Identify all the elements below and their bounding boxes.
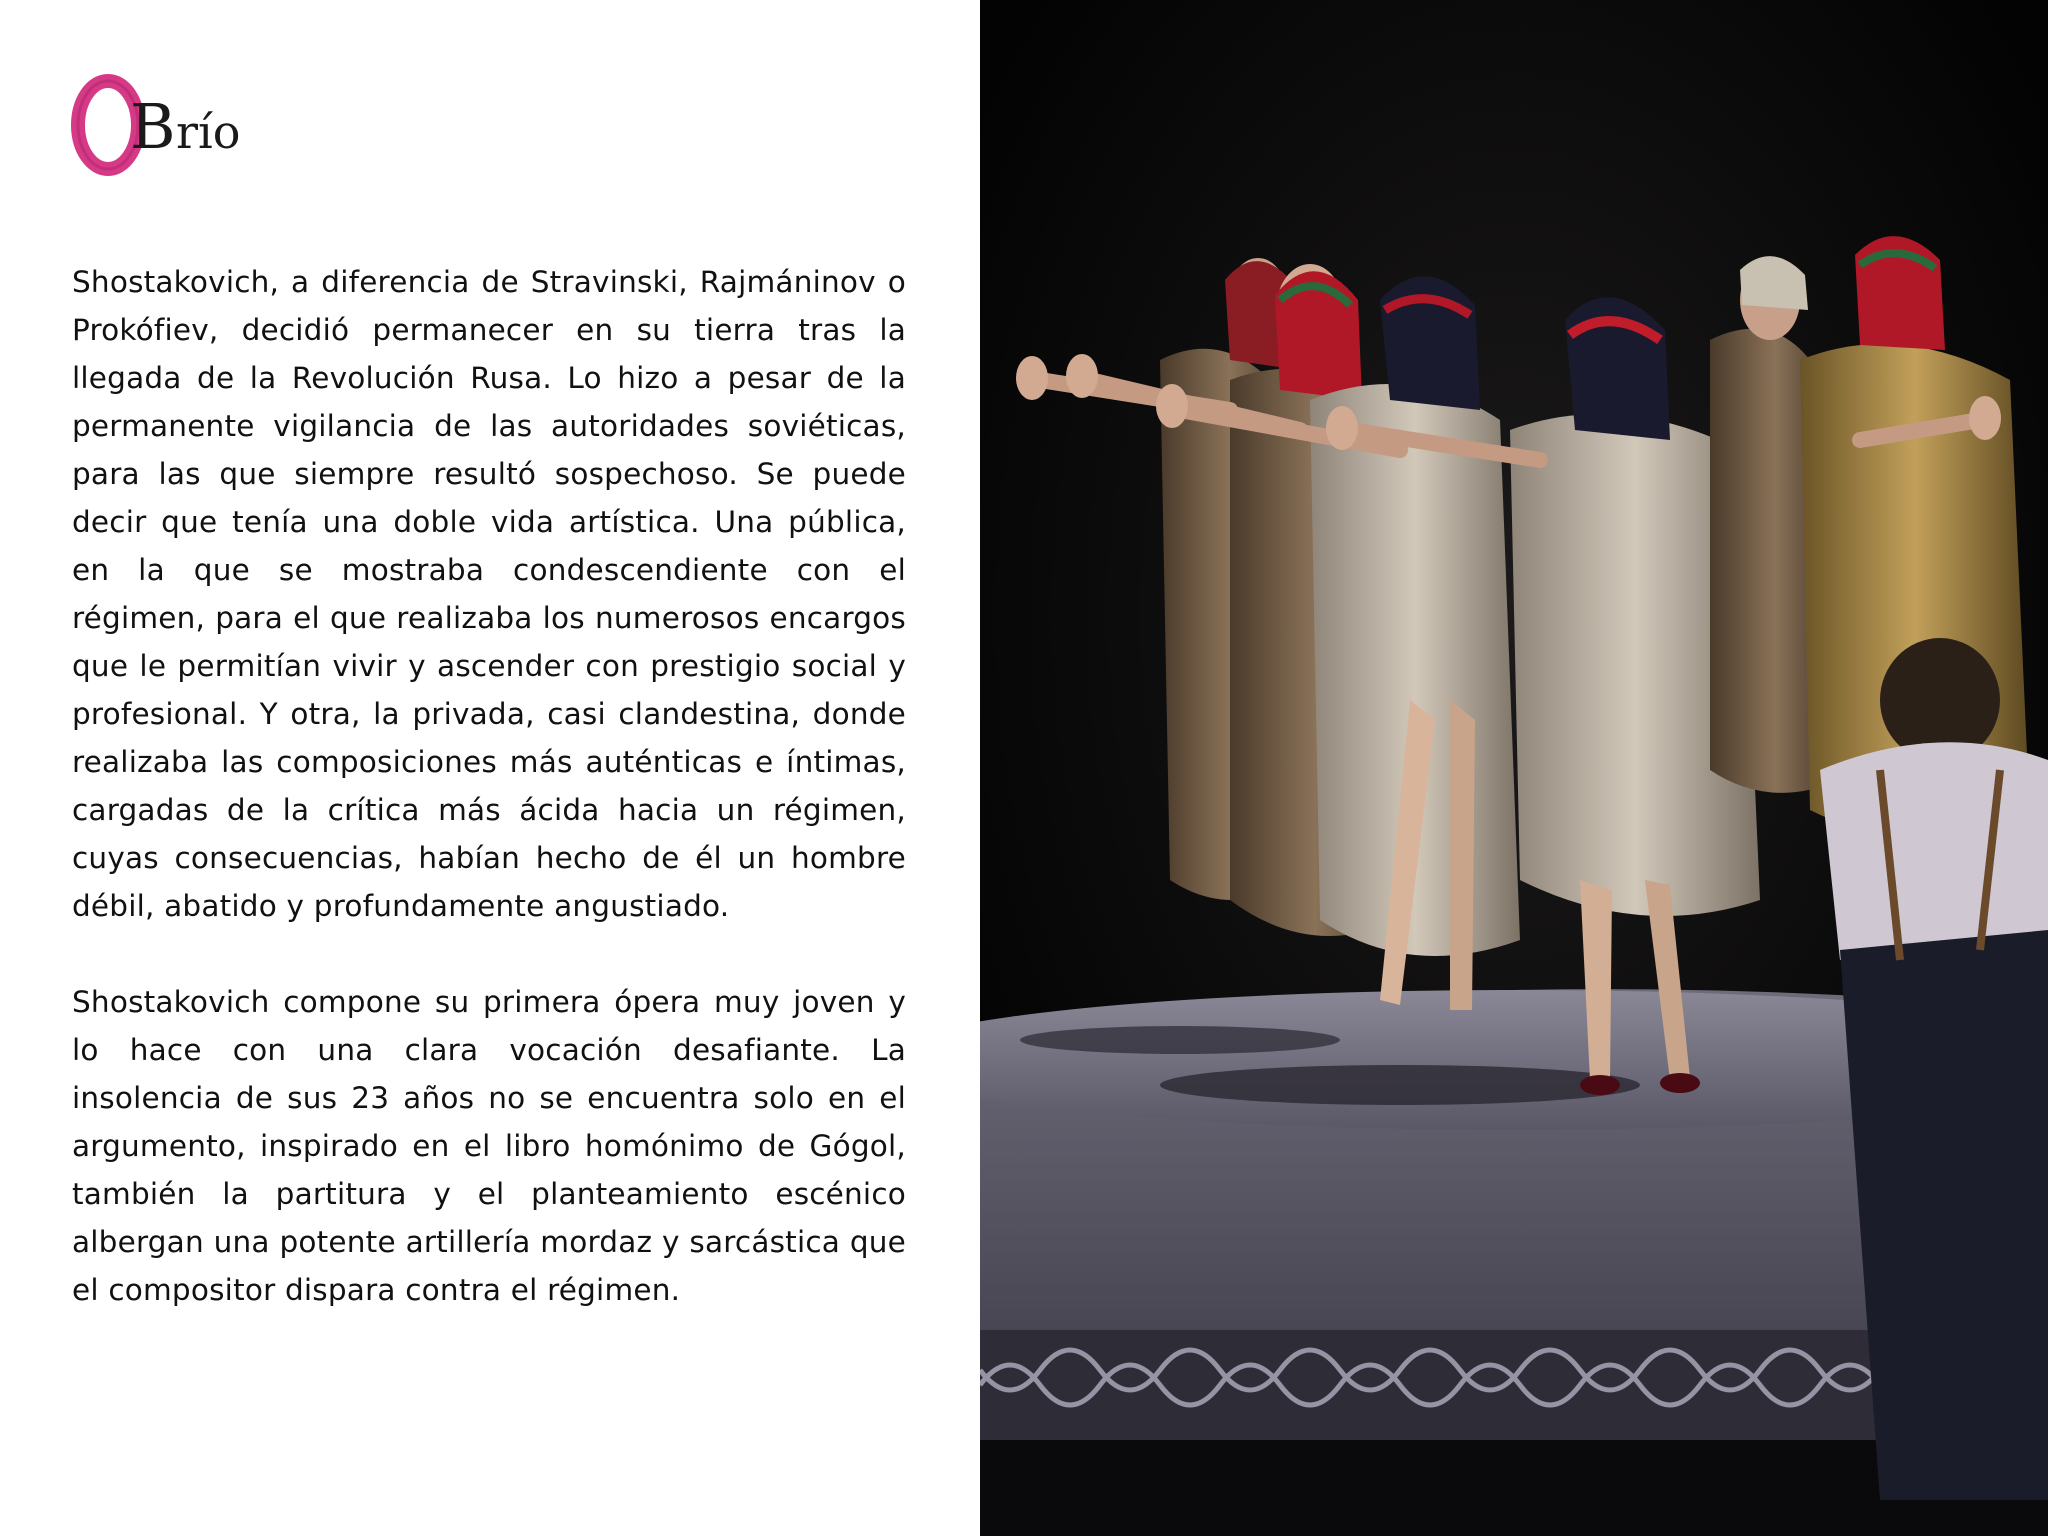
opera-stage-photo: [980, 0, 2048, 1536]
obrio-logo: [68, 70, 288, 180]
stage-photo-illustration: [980, 0, 2048, 1536]
svg-text:río: río: [176, 105, 241, 159]
body-text: [72, 258, 906, 1314]
text-panel: [0, 0, 980, 1536]
obrio-logo-graphic: [68, 70, 288, 180]
paragraph-1: Shostakovich, a diferencia de Stravinski, Rajmáninov o Prokófiev, decidió permanecer en su tierra tras la llegada de la Revolución Rusa. Lo hizo a pesar de la permanente vigilancia de las autoridades soviéticas, para las que siempre resultó sospechoso. Se puede decir que tenía una doble vida artística. Una pública, en la que se mostraba condescendiente con el régimen, para el que realizaba los numerosos encargos que le permitían vivir y ascender con prestigio social y profesional. Y otra, la privada, casi clandestina, donde realizaba las composiciones más auténticas e íntimas, cargadas de la crítica más ácida hacia un régimen, cuyas consecuencias, habían hecho de él un hombre débil, abatido y profundamente angustiado.: [72, 265, 906, 923]
svg-text:B: B: [130, 90, 176, 163]
paragraph-2: Shostakovich compone su primera ópera muy joven y lo hace con una clara vocación desafiante. La insolencia de sus 23 años no se encuentra solo en el argumento, inspirado en el libro homónimo de Gógol, también la partitura y el planteamiento escénico albergan una potente artillería mordaz y sarcástica que el compositor dispara contra el régimen.: [72, 985, 906, 1307]
